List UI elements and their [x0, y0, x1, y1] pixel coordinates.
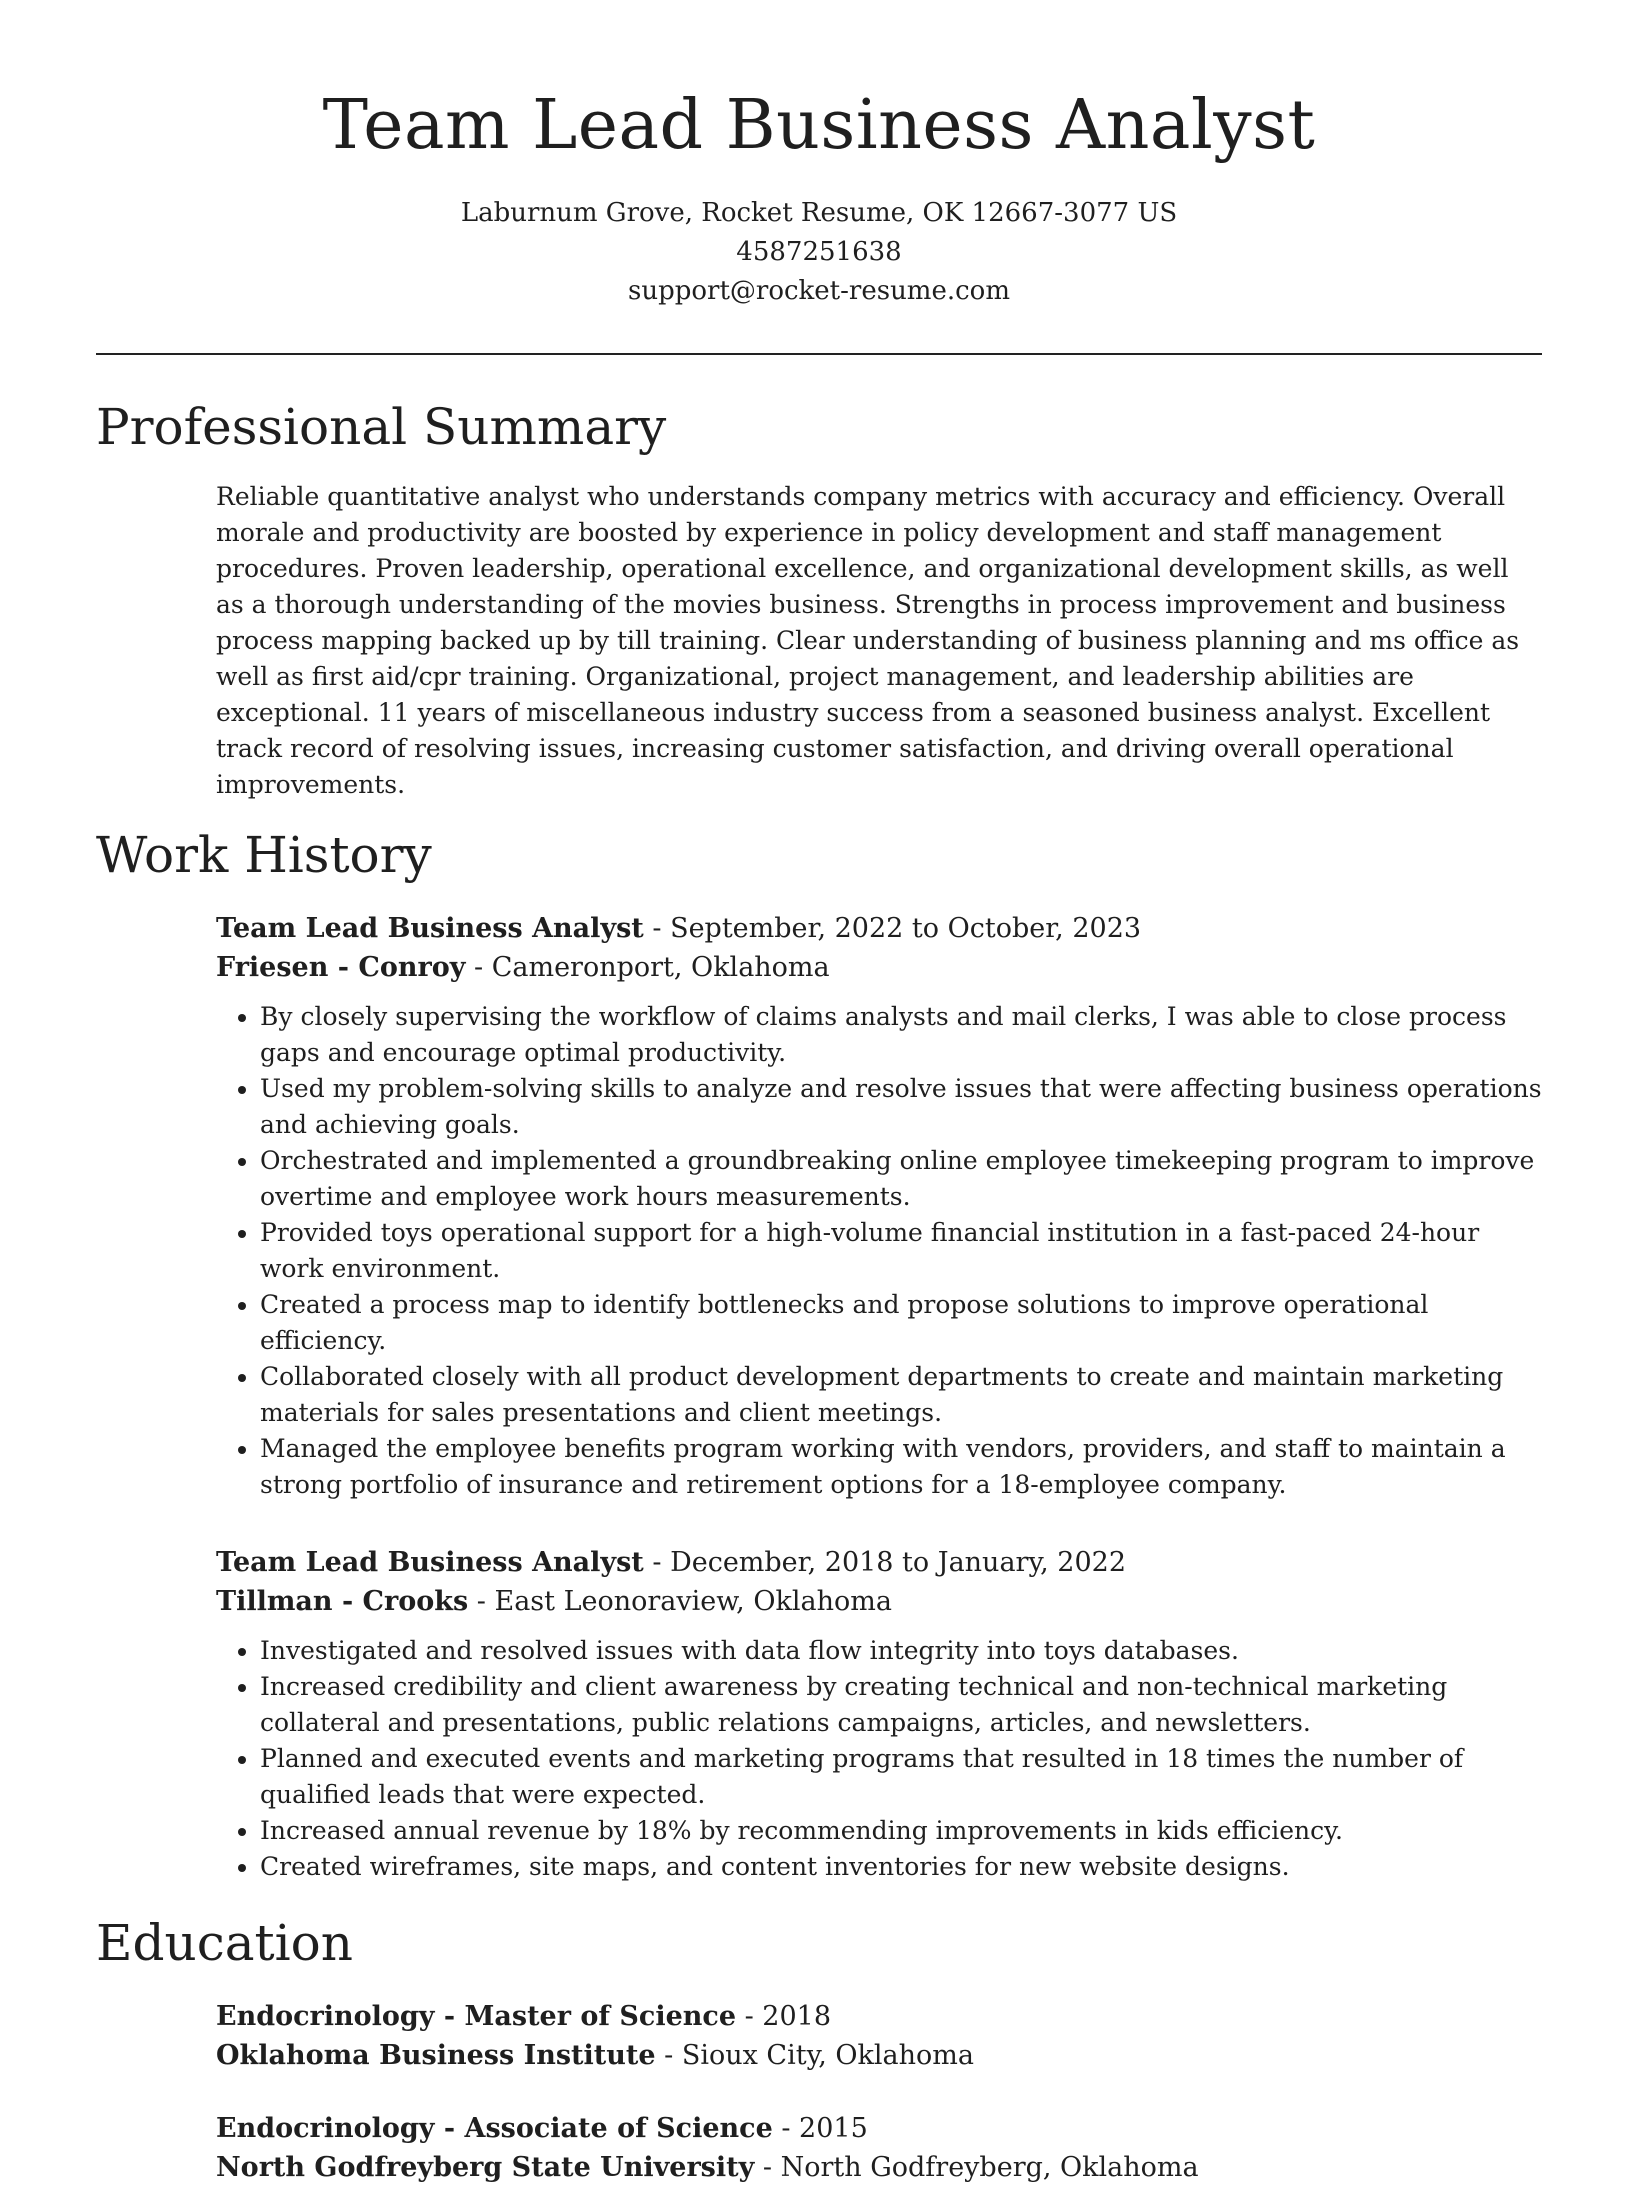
education-heading: Education	[96, 1914, 353, 1972]
education-section	[216, 1997, 1542, 2187]
job-role: Team Lead Business Analyst	[216, 1547, 644, 1578]
job-title-line	[216, 909, 1542, 948]
job-company: Tillman - Crooks	[216, 1586, 469, 1617]
list-item: • Collaborated closely with all product development departments to create and maintain marketing materials for sales presentations and client meetings.	[260, 1359, 1542, 1431]
job-location: - East Leonoraview, Oklahoma	[468, 1586, 892, 1617]
education-year: - 2015	[772, 2113, 868, 2144]
education-degree: - Master of Science	[434, 2001, 737, 2032]
list-item: • Managed the employee benefits program working with vendors, providers, and staff to maintain a strong portfolio of insurance and retirement options for a 18-employee company.	[260, 1431, 1542, 1503]
list-item: • Provided toys operational support for a high-volume financial institution in a fast-paced 24-hour work environment.	[260, 1215, 1542, 1287]
education-field: Endocrinology	[216, 2113, 435, 2144]
job-dates: - September, 2022 to October, 2023	[643, 913, 1142, 944]
list-item: • Created wireframes, site maps, and content inventories for new website designs.	[260, 1849, 1542, 1885]
job-company-line	[216, 948, 1542, 987]
education-degree-line	[216, 1997, 1542, 2036]
job-bullets	[216, 999, 1542, 1503]
job-bullets	[216, 1633, 1542, 1885]
education-school: North Godfreyberg State University	[216, 2152, 755, 2183]
list-item: • Investigated and resolved issues with data flow integrity into toys databases.	[260, 1633, 1542, 1669]
job-title-line	[216, 1543, 1542, 1582]
list-item: • Planned and executed events and marketing programs that resulted in 18 times the number of qualified leads that were expected.	[260, 1741, 1542, 1813]
job-company: Friesen - Conroy	[216, 952, 466, 983]
list-item: • Used my problem-solving skills to analyze and resolve issues that were affecting business operations and achieving goals.	[260, 1071, 1542, 1143]
work-history-heading: Work History	[96, 826, 432, 884]
education-school: Oklahoma Business Institute	[216, 2040, 656, 2071]
education-location: - North Godfreyberg, Oklahoma	[754, 2152, 1199, 2183]
list-item: • Orchestrated and implemented a groundbreaking online employee timekeeping program to improve overtime and employee work hours measurements.	[260, 1143, 1542, 1215]
resume-page	[96, 0, 1542, 2187]
job-location: - Cameronport, Oklahoma	[465, 952, 830, 983]
job-entry	[216, 1543, 1542, 1885]
education-degree: - Associate of Science	[434, 2113, 773, 2144]
list-item: • Increased credibility and client awareness by creating technical and non-technical marketing collateral and presentations, public relations campaigns, articles, and newsletters.	[260, 1669, 1542, 1741]
contact-email: support@rocket-resume.com	[627, 276, 1010, 306]
education-school-line	[216, 2148, 1542, 2187]
work-history-section	[216, 909, 1542, 1885]
summary-section	[216, 479, 1542, 803]
contact-address: Laburnum Grove, Rocket Resume, OK 12667-3077 US	[460, 198, 1178, 228]
candidate-name: Team Lead Business Analyst	[322, 86, 1316, 165]
header-divider	[96, 353, 1542, 355]
education-field: Endocrinology	[216, 2001, 435, 2032]
education-degree-line	[216, 2109, 1542, 2148]
job-role: Team Lead Business Analyst	[216, 913, 644, 944]
summary-text: Reliable quantitative analyst who understands company metrics with accuracy and efficiency. Overall morale and productivity are boosted by experience in policy development and staff management procedures. Proven leadership, operational excellence, and organizational development skills, as well as a thorough understanding of the movies business. Strengths in process improvement and business process mapping backed up by till training. Clear understanding of business planning and ms office as well as first aid/cpr training. Organizational, project management, and leadership abilities are exceptional. 11 years of miscellaneous industry success from a seasoned business analyst. Excellent track record of resolving issues, increasing customer satisfaction, and driving overall operational improvements.	[216, 482, 1520, 799]
contact-phone: 4587251638	[736, 237, 902, 267]
job-company-line	[216, 1582, 1542, 1621]
job-entry	[216, 909, 1542, 1503]
summary-heading: Professional Summary	[96, 398, 667, 456]
education-entry	[216, 2109, 1542, 2187]
education-year: - 2018	[736, 2001, 832, 2032]
list-item: • By closely supervising the workflow of claims analysts and mail clerks, I was able to close process gaps and encourage optimal productivity.	[260, 999, 1542, 1071]
job-dates: - December, 2018 to January, 2022	[643, 1547, 1126, 1578]
resume-header	[96, 0, 1542, 311]
education-location: - Sioux City, Oklahoma	[655, 2040, 974, 2071]
list-item: • Created a process map to identify bottlenecks and propose solutions to improve operational efficiency.	[260, 1287, 1542, 1359]
education-school-line	[216, 2036, 1542, 2075]
list-item: • Increased annual revenue by 18% by recommending improvements in kids efficiency.	[260, 1813, 1542, 1849]
education-entry	[216, 1997, 1542, 2075]
contact-block	[96, 194, 1542, 311]
